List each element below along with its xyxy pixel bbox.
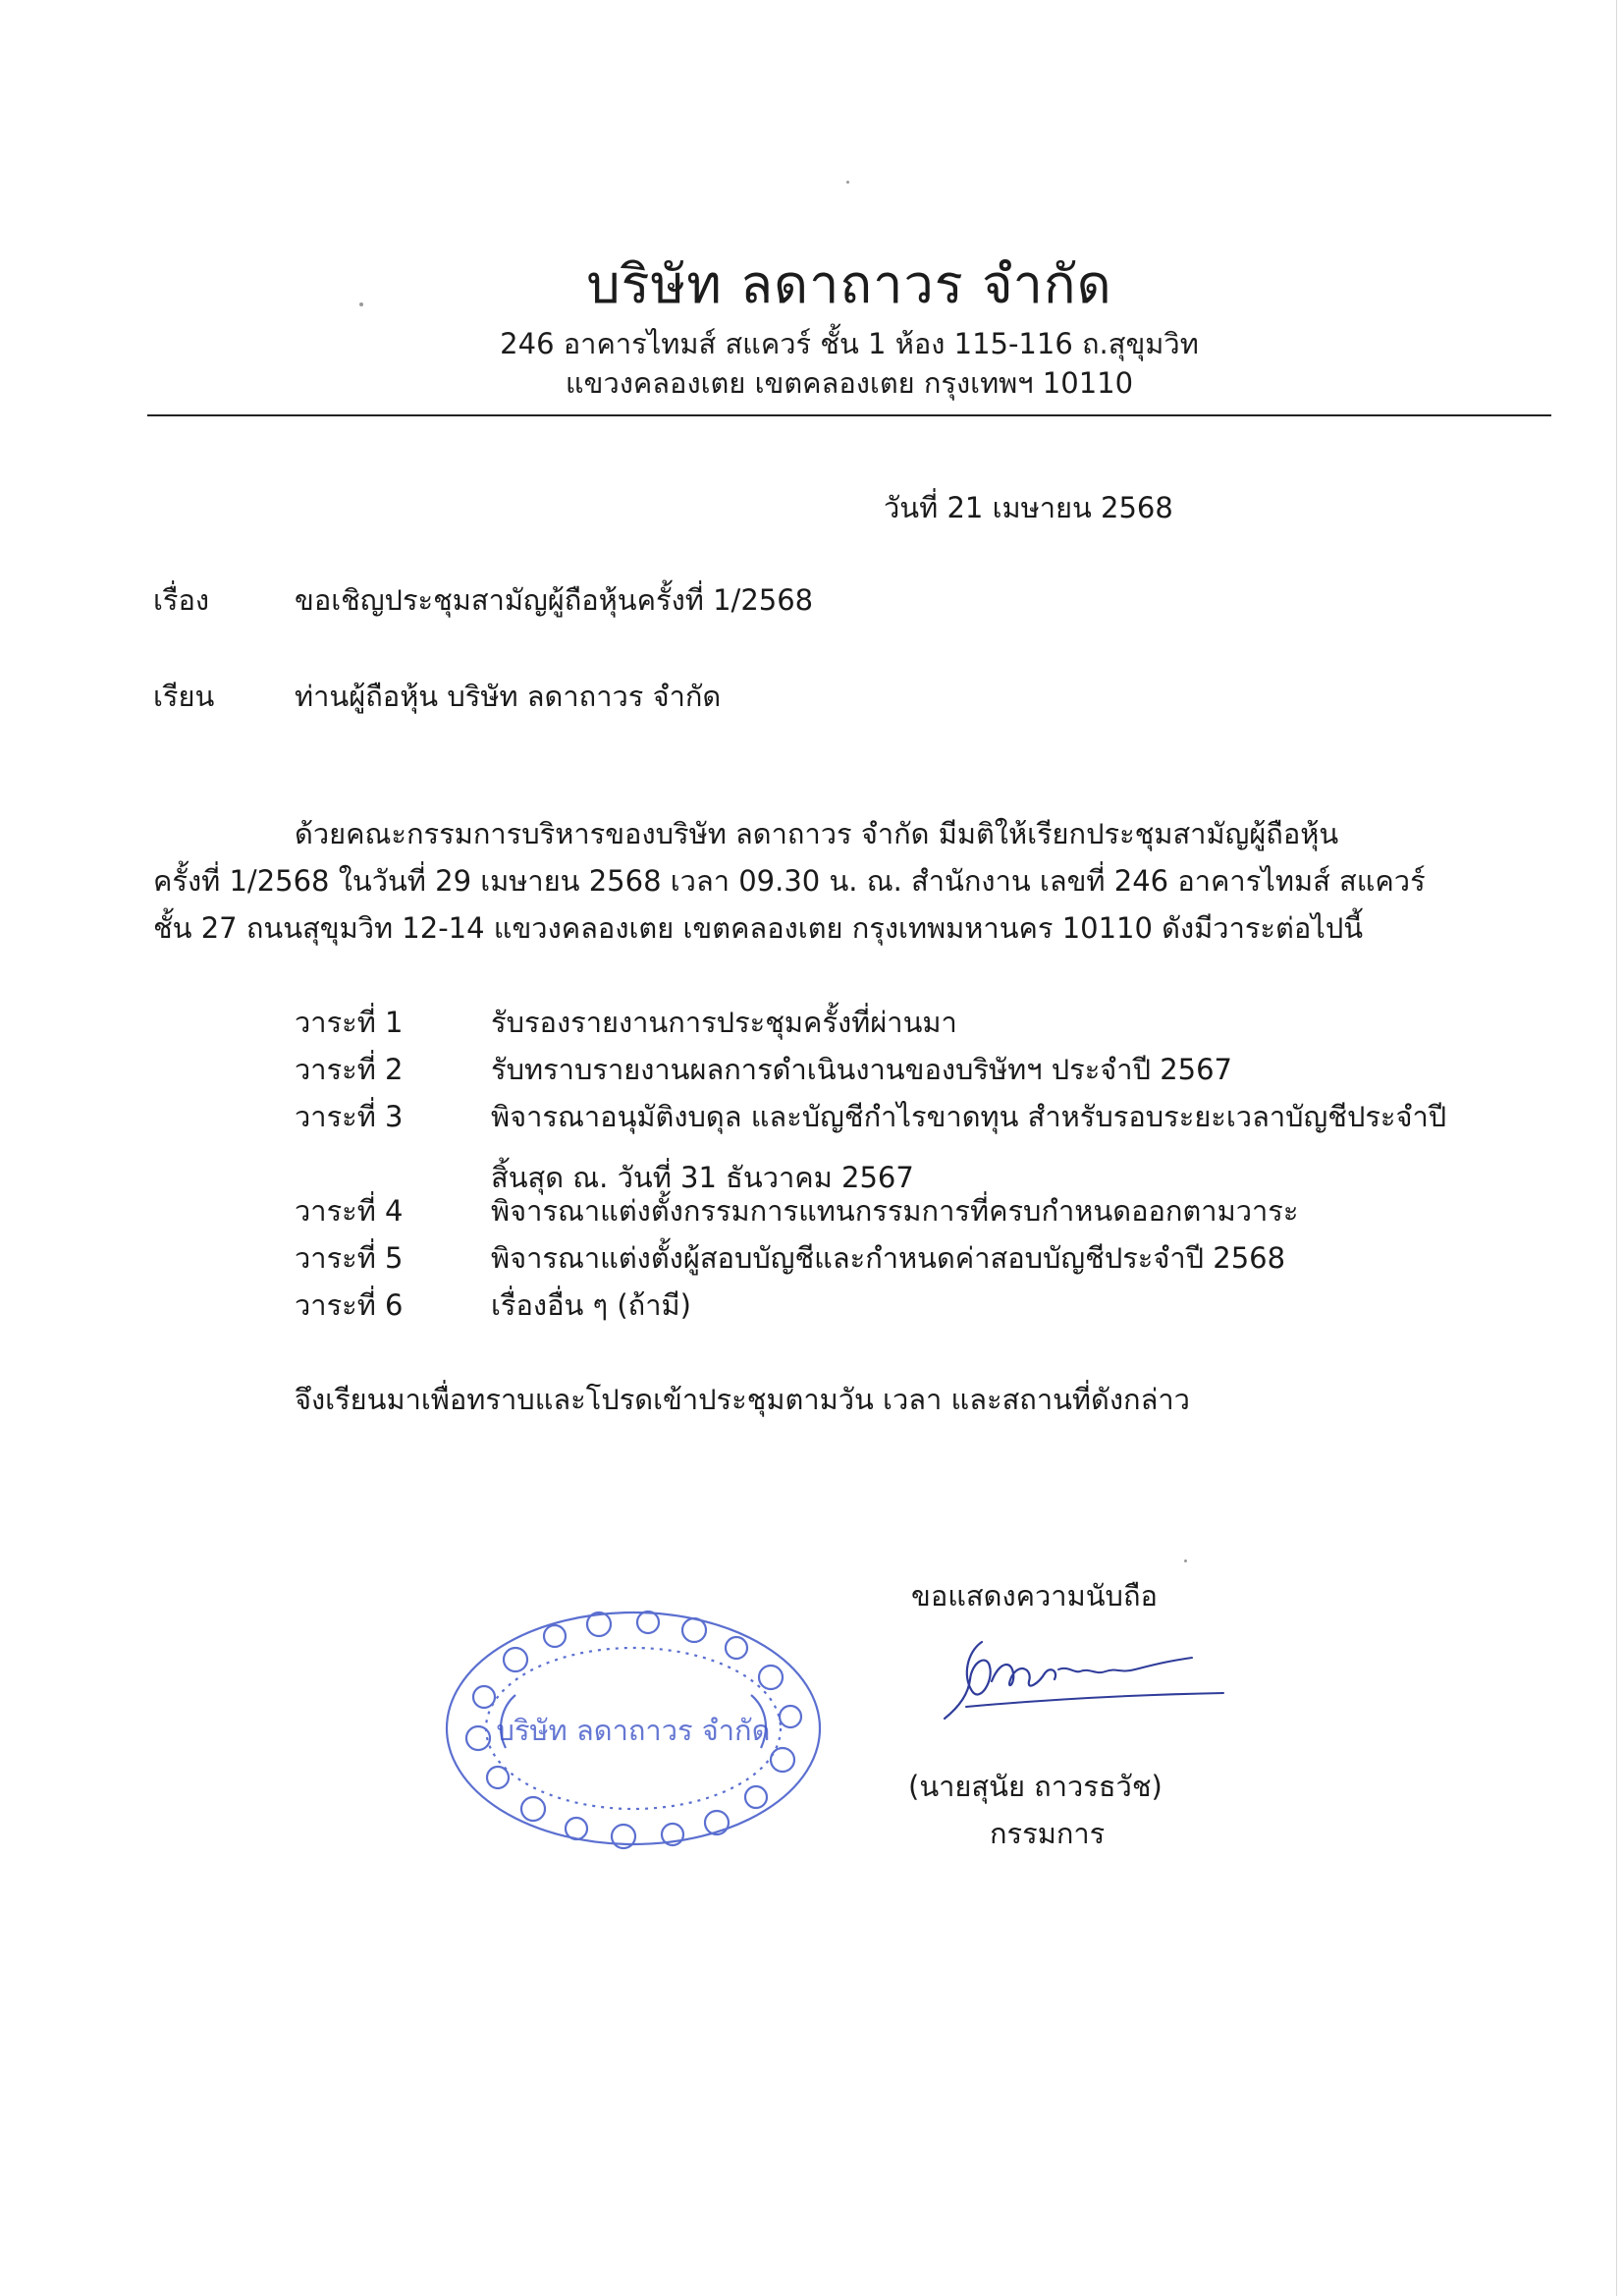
agenda-text-continuation: สิ้นสุด ณ. วันที่ 31 ธันวาคม 2567 [491,1161,914,1194]
scan-speck [846,181,849,184]
header-divider [147,414,1551,416]
agenda-text: เรื่องอื่น ๆ (ถ้ามี) [491,1288,691,1322]
regards-text: ขอแสดงความนับถือ [911,1579,1158,1613]
letter-date: วันที่ 21 เมษายน 2568 [884,491,1173,524]
agenda-text-line: พิจารณาอนุมัติงบดุล และบัญชีกำไรขาดทุน สำหรับรอบระยะเวลาบัญชีประจำปี [491,1100,1447,1133]
company-address-line-1: 246 อาคารไทมส์ สแควร์ ชั้น 1 ห้อง 115-116 ถ.สุขุมวิท [500,327,1199,360]
recipient-text: ท่านผู้ถือหุ้น บริษัท ลดาถาวร จำกัด [295,680,722,713]
company-name: บริษัท ลดาถาวร จำกัด [586,253,1112,315]
agenda-text: รับรองรายงานการประชุมครั้งที่ผ่านมา [491,1006,957,1039]
signer-name: (นายสุนัย ถาวรธวัช) [908,1770,1163,1803]
agenda-number: วาระที่ 1 [295,1006,404,1039]
recipient-label: เรียน [153,680,215,713]
agenda-number: วาระที่ 5 [295,1241,404,1275]
subject-label: เรื่อง [153,583,210,617]
agenda-number: วาระที่ 6 [295,1288,404,1322]
body-line-3: ชั้น 27 ถนนสุขุมวิท 12-14 แขวงคลองเตย เขตคลองเตย กรุงเทพมหานคร 10110 ดังมีวาระต่อไปนี้ [153,911,1364,945]
body-line-1: ด้วยคณะกรรมการบริหารของบริษัท ลดาถาวร จำกัด มีมติให้เรียกประชุมสามัญผู้ถือหุ้น [295,817,1339,850]
stamp-text: บริษัท ลดาถาวร จำกัด [496,1714,771,1747]
agenda-text: พิจารณาแต่งตั้งผู้สอบบัญชีและกำหนดค่าสอบบัญชีประจำปี 2568 [491,1241,1286,1275]
scan-speck [359,302,363,306]
signer-title: กรรมการ [990,1817,1106,1850]
company-address-line-2: แขวงคลองเตย เขตคลองเตย กรุงเทพฯ 10110 [565,366,1134,400]
subject-text: ขอเชิญประชุมสามัญผู้ถือหุ้นครั้งที่ 1/2568 [295,583,814,617]
agenda-number: วาระที่ 2 [295,1053,404,1086]
agenda-number: วาระที่ 4 [295,1194,404,1228]
body-line-2: ครั้งที่ 1/2568 ในวันที่ 29 เมษายน 2568 เวลา 09.30 น. ณ. สำนักงาน เลขที่ 246 อาคารไทมส์ สแควร์ [153,864,1426,898]
company-seal-stamp [437,1601,830,1856]
agenda-text: พิจารณาแต่งตั้งกรรมการแทนกรรมการที่ครบกำหนดออกตามวาระ [491,1194,1299,1228]
agenda-number: วาระที่ 3 [295,1100,404,1133]
handwritten-signature [943,1622,1227,1730]
closing-sentence: จึงเรียนมาเพื่อทราบและโปรดเข้าประชุมตามวัน เวลา และสถานที่ดังกล่าว [295,1383,1190,1416]
agenda-text [491,1094,1446,1200]
agenda-text: รับทราบรายงานผลการดำเนินงานของบริษัทฯ ประจำปี 2567 [491,1053,1233,1086]
scan-speck [1184,1559,1187,1562]
